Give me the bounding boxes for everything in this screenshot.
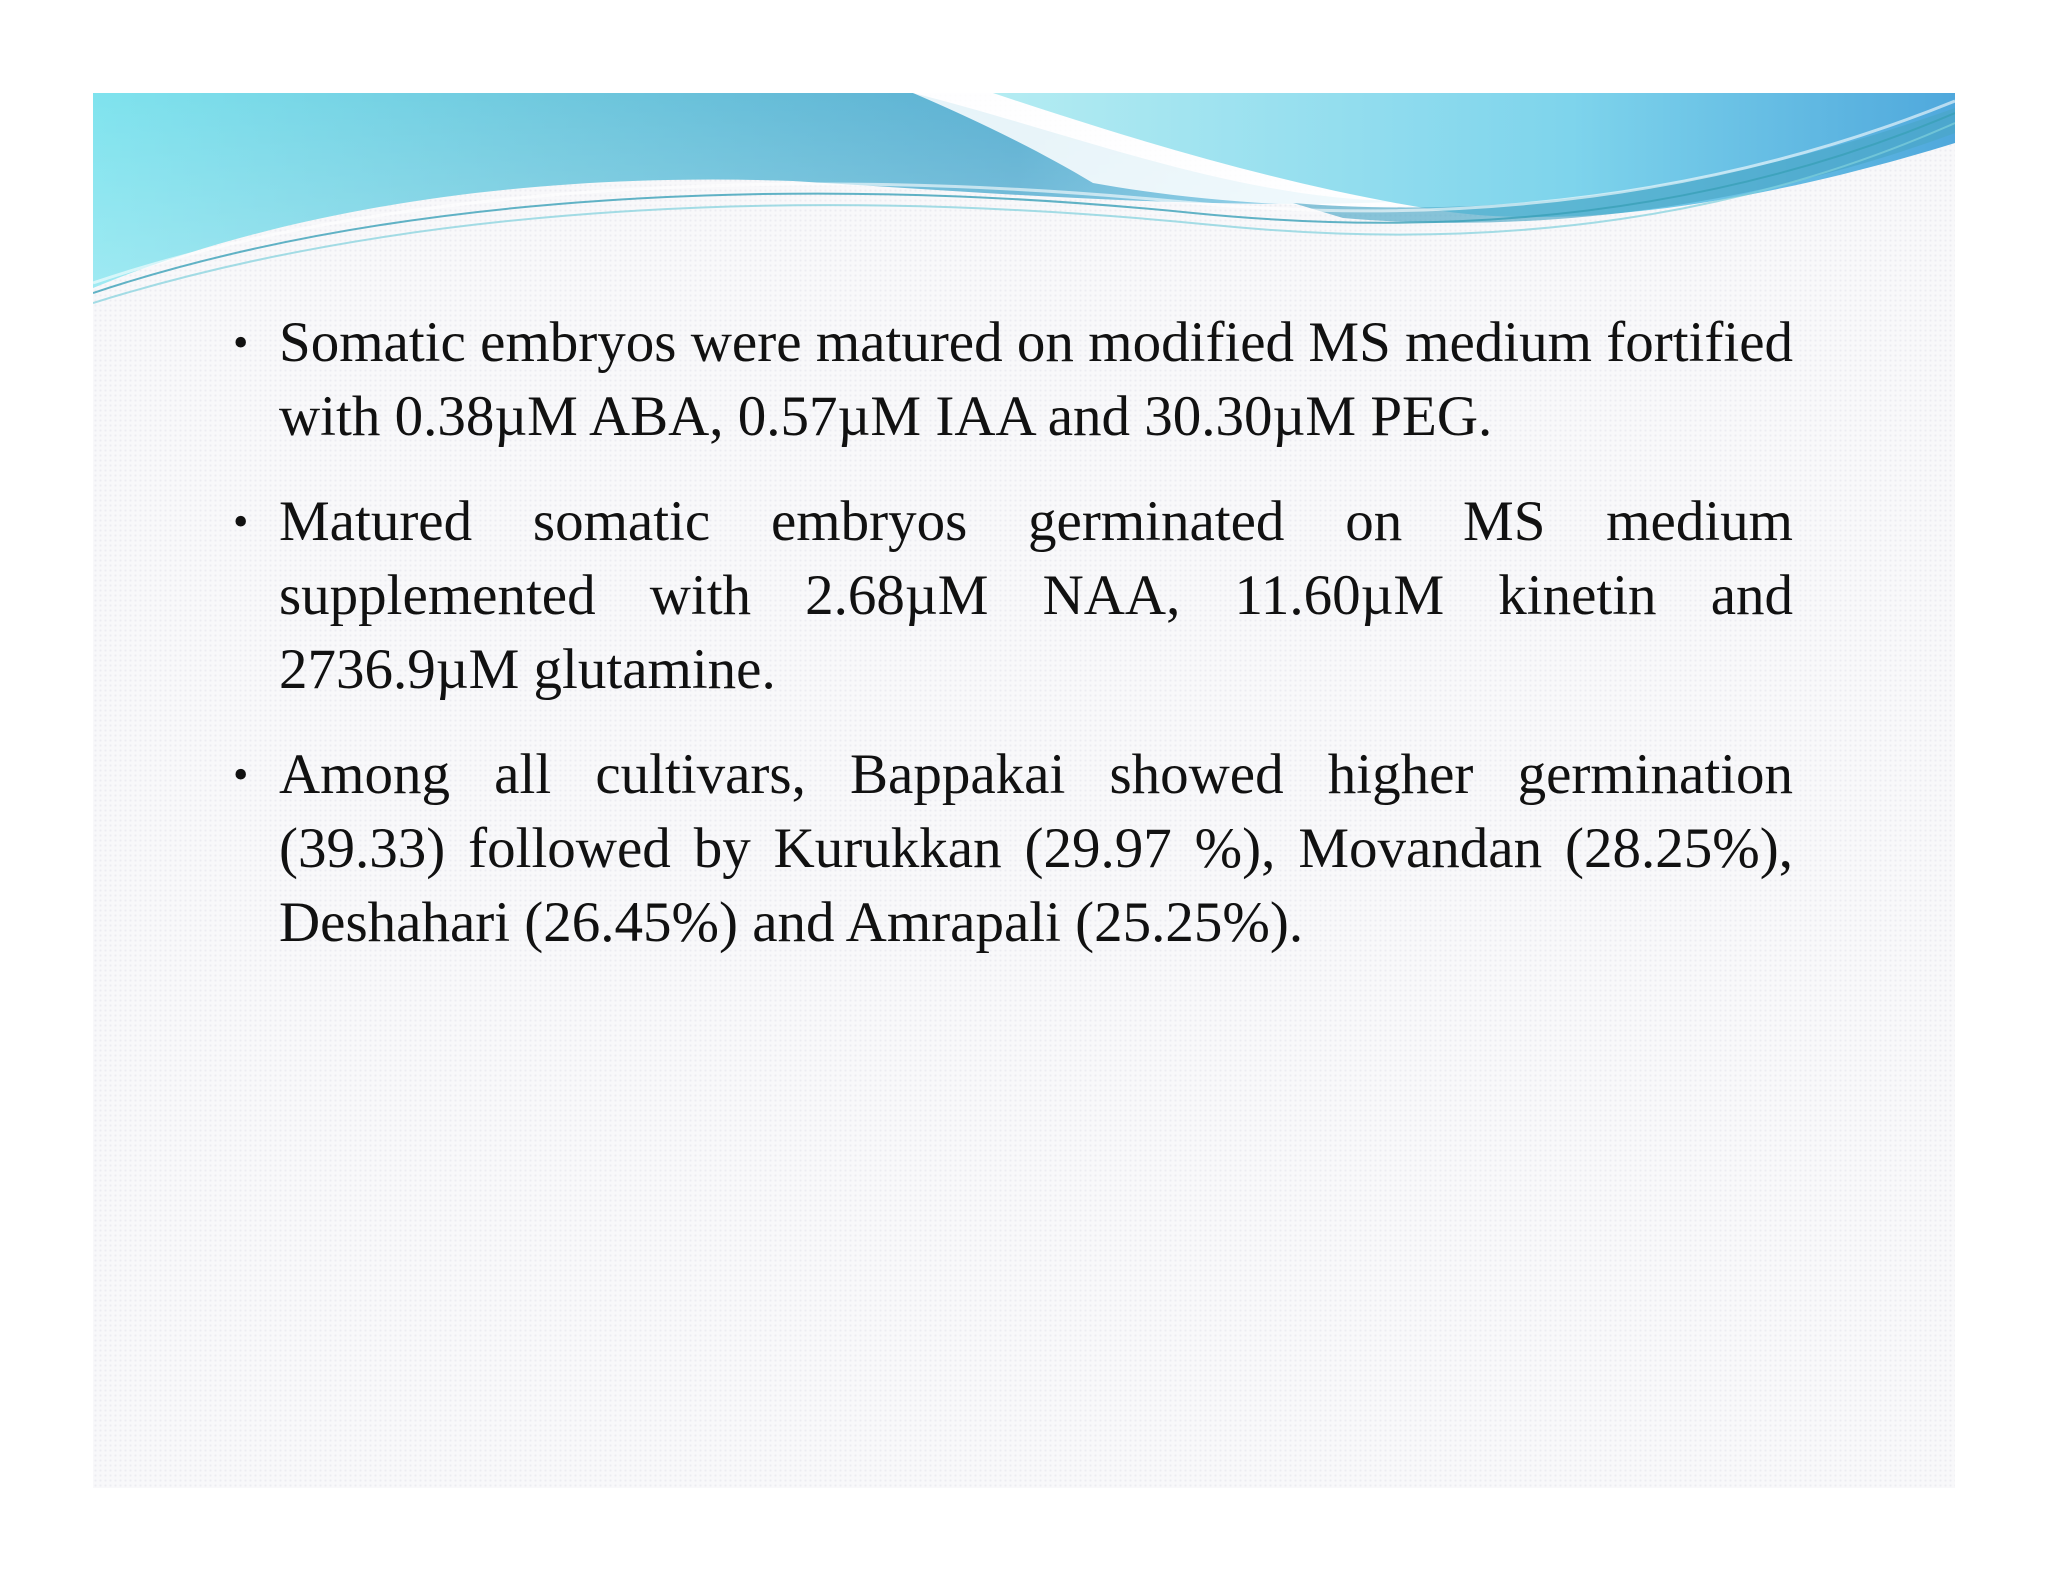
header-wave-banner (93, 93, 1955, 323)
slide (93, 93, 1955, 1488)
bullet-item (233, 485, 1793, 707)
bullet-text: Matured somatic embryos germinated on MS medium supplemented with 2.68µM NAA, 11.60µM kinetin and 2736.9µM glutamine. (279, 490, 1793, 701)
bullet-dot-icon: • (233, 318, 249, 367)
bullet-text: Somatic embryos were matured on modified MS medium fortified with 0.38µM ABA, 0.57µM IAA and 30.30µM PEG. (279, 311, 1793, 448)
bullet-dot-icon: • (233, 750, 249, 799)
bullet-dot-icon: • (233, 497, 249, 546)
bullet-list (233, 306, 1793, 991)
bullet-item (233, 306, 1793, 454)
bullet-item (233, 738, 1793, 960)
bullet-text: Among all cultivars, Bappakai showed higher germination (39.33) followed by Kurukkan (29.97 %), Movandan (28.25%), Deshahari (26.45%) and Amrapali (25.25%). (279, 743, 1793, 954)
